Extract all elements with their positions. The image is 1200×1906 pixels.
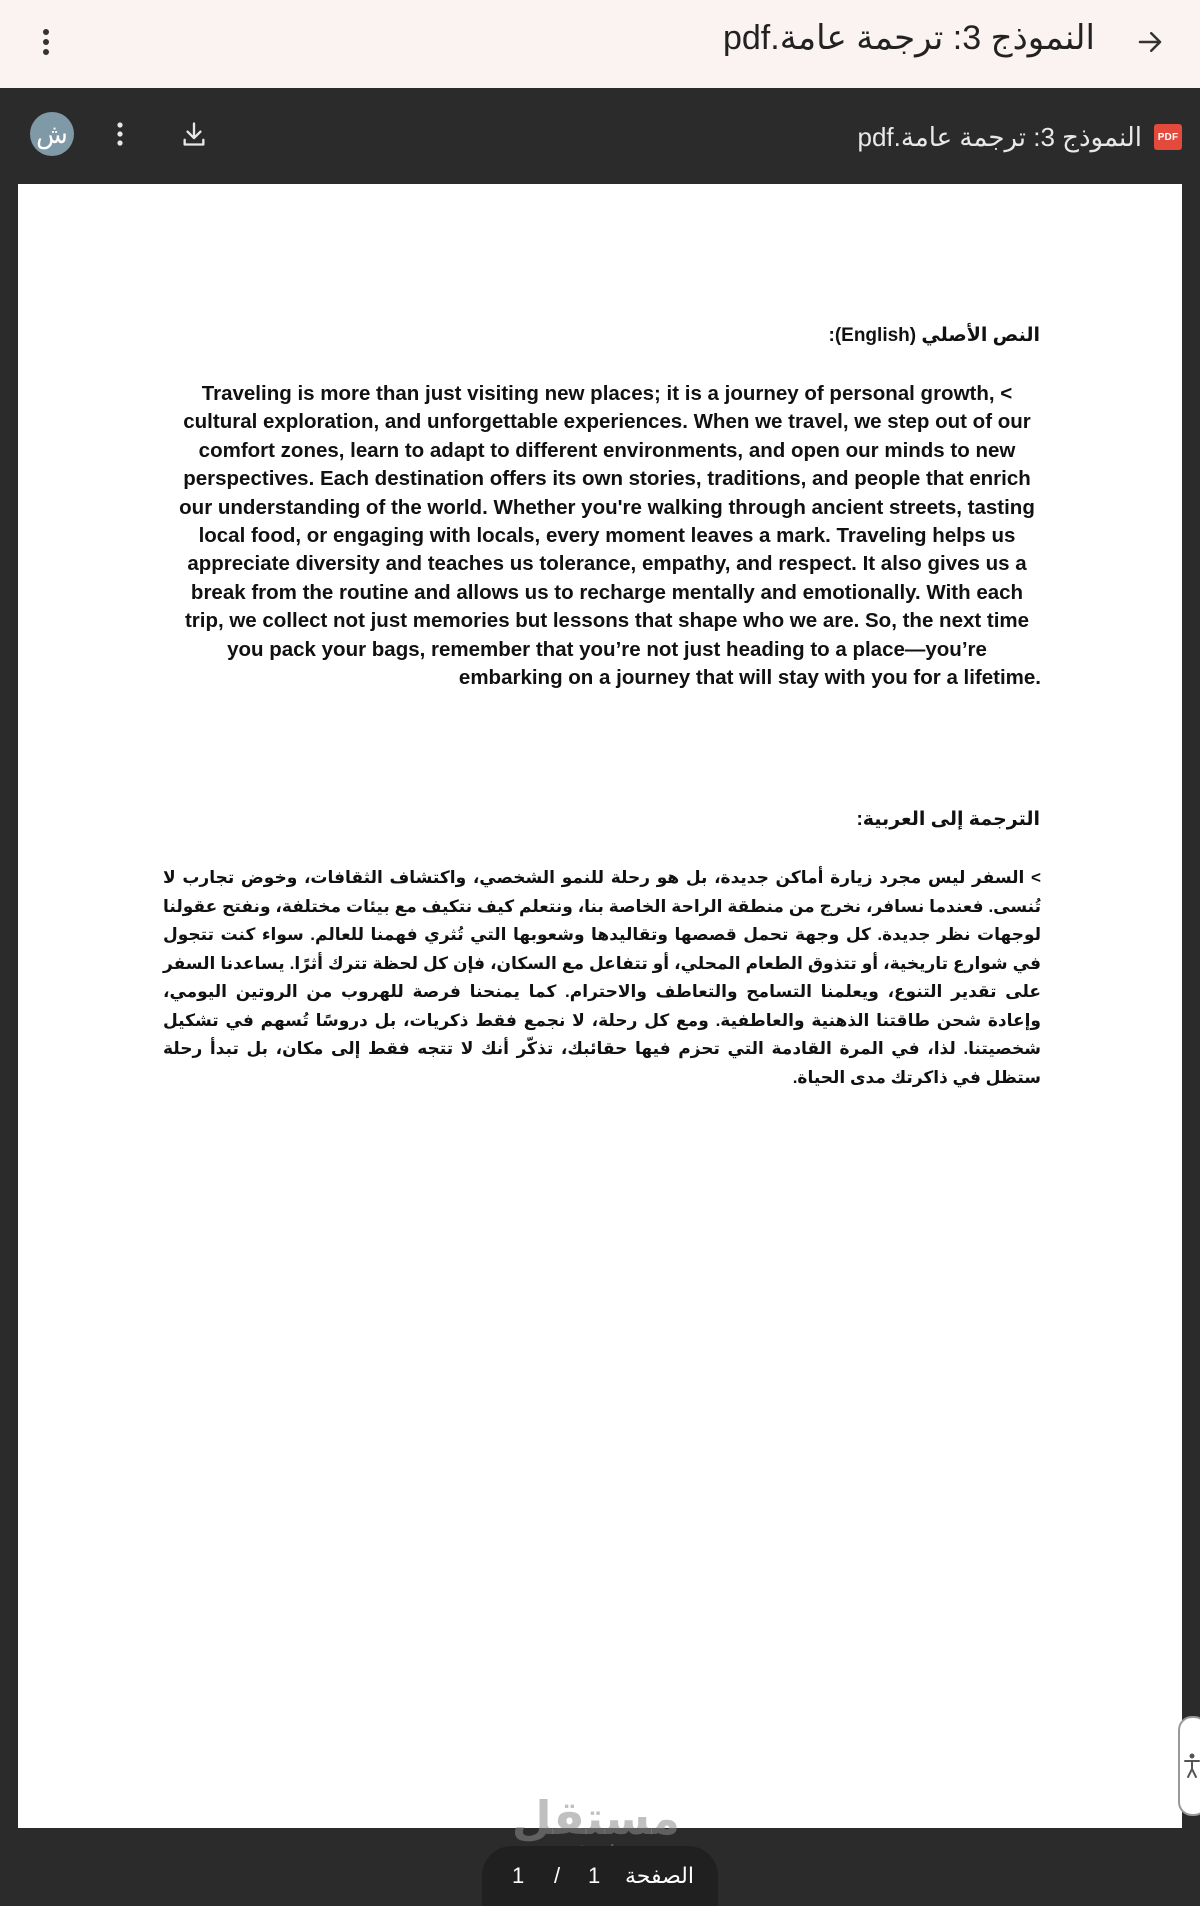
watermark-arabic: مستقل [511, 1792, 680, 1844]
page-indicator [482, 1846, 718, 1906]
download-icon [180, 120, 208, 148]
viewer-menu-button[interactable] [102, 112, 138, 156]
accessibility-handle[interactable] [1178, 1716, 1200, 1816]
translation-paragraph: > السفر ليس مجرد زيارة أماكن جديدة، بل هو رحلة للنمو الشخصي، واكتشاف الثقافات، وخوض تجارب لا تُنسى. فعندما نسافر، نخرج من منطقة الراحة الخاصة بنا، ونتعلم كيف نتكيف مع بيئات مختلفة، ونفتح عقولنا لوجهات نظر جديدة. كل وجهة تحمل قصصها وتقاليدها وشعوبها التي تُثري فهمنا للعالم. سواء كنت تتجول في شوارع تاريخية، أو تتذوق الطعام المحلي، أو تتفاعل مع السكان، فإن كل لحظة تترك أثرًا. يساعدنا السفر على تقدير التنوع، ويعلمنا التسامح والتعاطف والاحترام. كما يمنحنا فرصة للهروب من الروتين اليومي، وإعادة شحن طاقتنا الذهنية والعاطفية. ومع كل رحلة، لا نجمع فقط ذكريات، بل دروسًا تُسهم في تشكيل شخصيتنا. لذا، في المرة القادمة التي تحزم فيها حقائبك، تذكّر أنك لا تتجه فقط إلى مكان، بل تبدأ رحلة ستظل في ذاكرتك مدى الحياة. [163, 868, 1041, 1087]
translation-label: الترجمة إلى العربية: [856, 809, 1040, 830]
page-separator: / [554, 1863, 561, 1888]
viewer-toolbar [0, 88, 1200, 184]
page-label: الصفحة [624, 1863, 694, 1888]
back-button[interactable] [1126, 18, 1174, 66]
current-page: 1 [588, 1863, 601, 1888]
app-bar [0, 0, 1200, 88]
pdf-file-icon: PDF [1154, 124, 1182, 150]
original-text-label: النص الأصلي (English): [828, 325, 1040, 346]
pdf-page [18, 184, 1182, 1828]
download-button[interactable] [172, 112, 216, 156]
app-bar-title: النموذج 3: ترجمة عامة.pdf [722, 19, 1095, 57]
accessibility-icon [1183, 1752, 1200, 1780]
app-menu-button[interactable] [24, 18, 68, 66]
avatar[interactable]: ش [30, 112, 74, 156]
arrow-right-icon [1135, 27, 1165, 57]
viewer-file-title: النموذج 3: ترجمة عامة.pdf [857, 122, 1142, 152]
more-vertical-icon [41, 27, 51, 57]
more-vertical-icon [116, 121, 124, 147]
total-pages: 1 [512, 1863, 525, 1888]
original-text-paragraph: Traveling is more than just visiting new places; it is a journey of personal growth, < cultural exploration, and unforgettable experiences. When we travel, we step out of our comfort zones, learn to adapt to different environments, and open our minds to new perspectives. Each destination offers its own stories, traditions, and people that enrich our understanding of the world. Whether you're walking through ancient streets, tasting local food, or engaging with locals, every moment leaves a mark. Traveling helps us appreciate diversity and teaches us tolerance, empathy, and respect. It also gives us a break from the routine and allows us to recharge mentally and emotionally. With each trip, we collect not just memories but lessons that shape who we are. So, the next time you pack your bags, remember that you’re not just heading to a place—you’re embarking on a journey that will stay with you for a lifetime. [179, 382, 1041, 690]
